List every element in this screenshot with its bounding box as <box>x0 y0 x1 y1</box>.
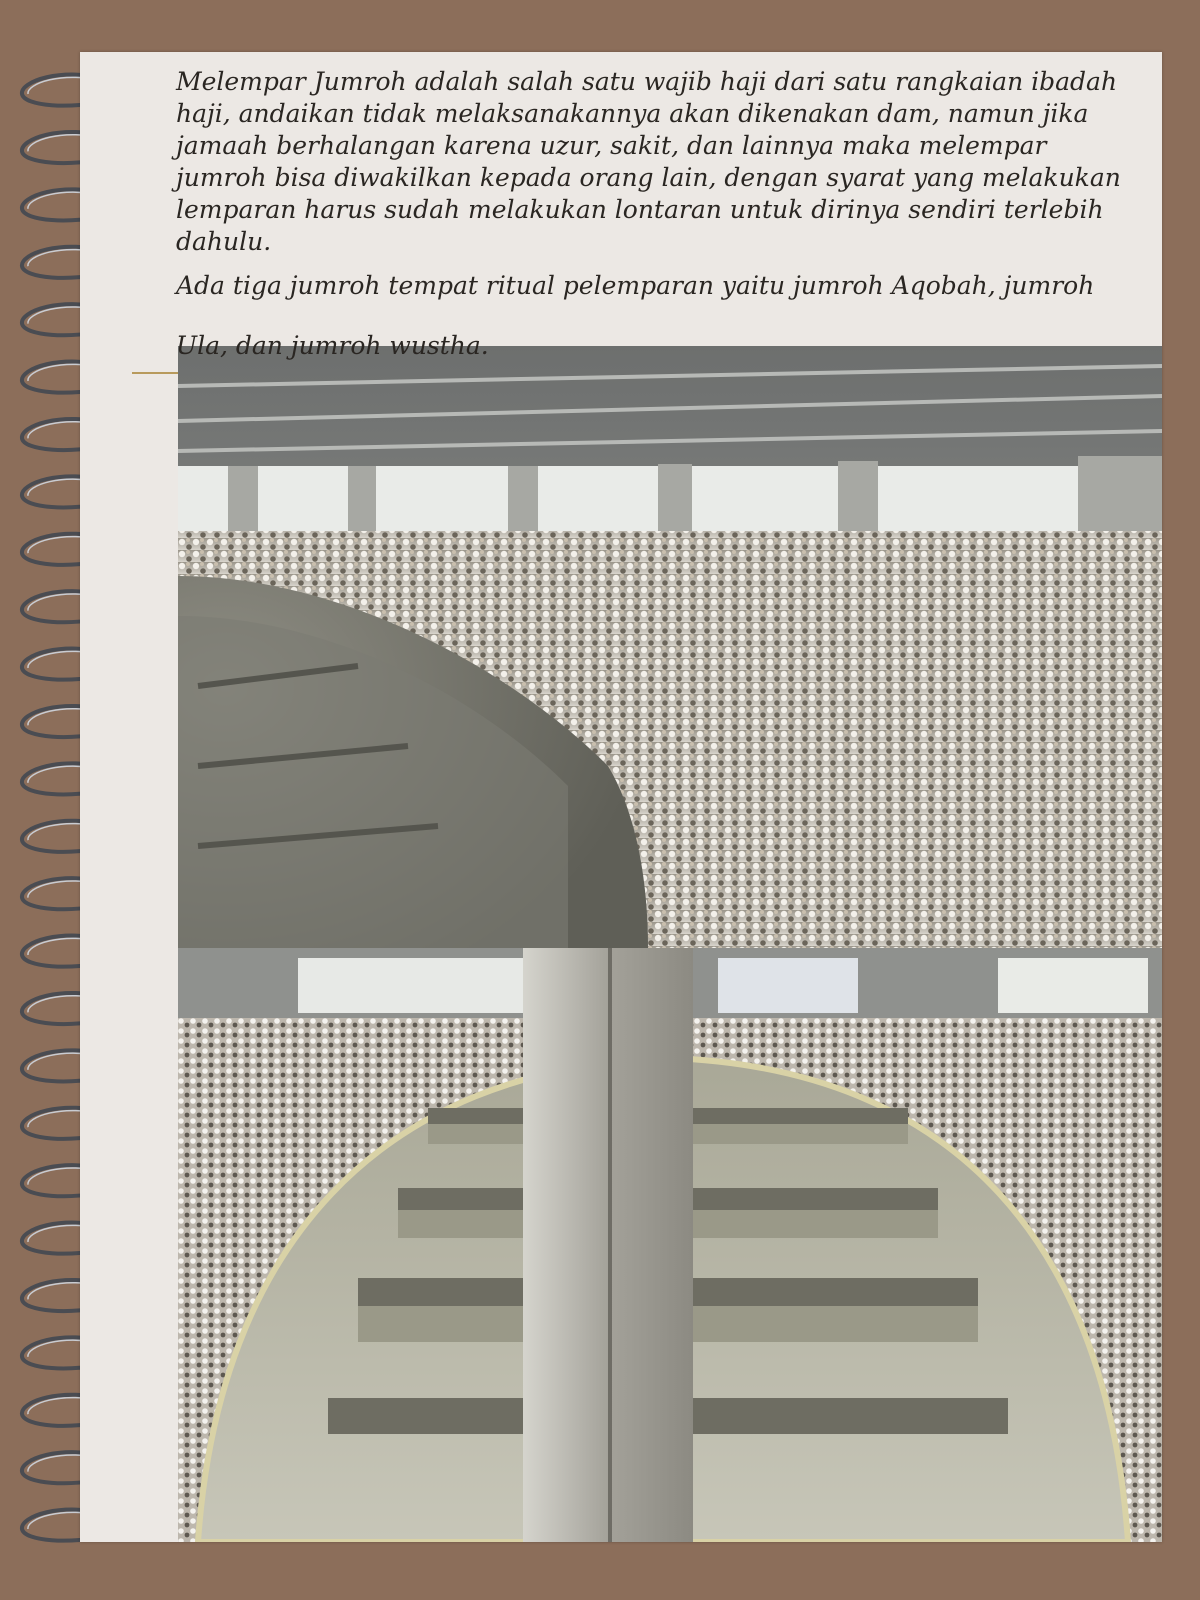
body-text <box>176 66 1136 314</box>
accent-line <box>132 372 178 374</box>
jamarat-crowd-photo <box>178 346 1162 948</box>
paragraph-1: Melempar Jumroh adalah salah satu wajib haji dari satu rangkaian ibadah haji, andaikan tidak melaksanakannya akan dikenakan dam, namun jika jamaah berhalangan karena uzur, sakit, dan lainnya maka melempar jumroh bisa diwakilkan kepada orang lain, dengan syarat yang melakukan lemparan harus sudah melakukan lontaran untuk dirinya sendiri terlebih dahulu. <box>176 67 1121 256</box>
paragraph-2-continuation: Ula, dan jumroh wustha. <box>176 331 489 360</box>
paragraph-2: Ada tiga jumroh tempat ritual pelemparan yaitu jumroh Aqobah, jumroh <box>176 271 1095 300</box>
jamarat-pillar-photo <box>178 948 1162 1542</box>
